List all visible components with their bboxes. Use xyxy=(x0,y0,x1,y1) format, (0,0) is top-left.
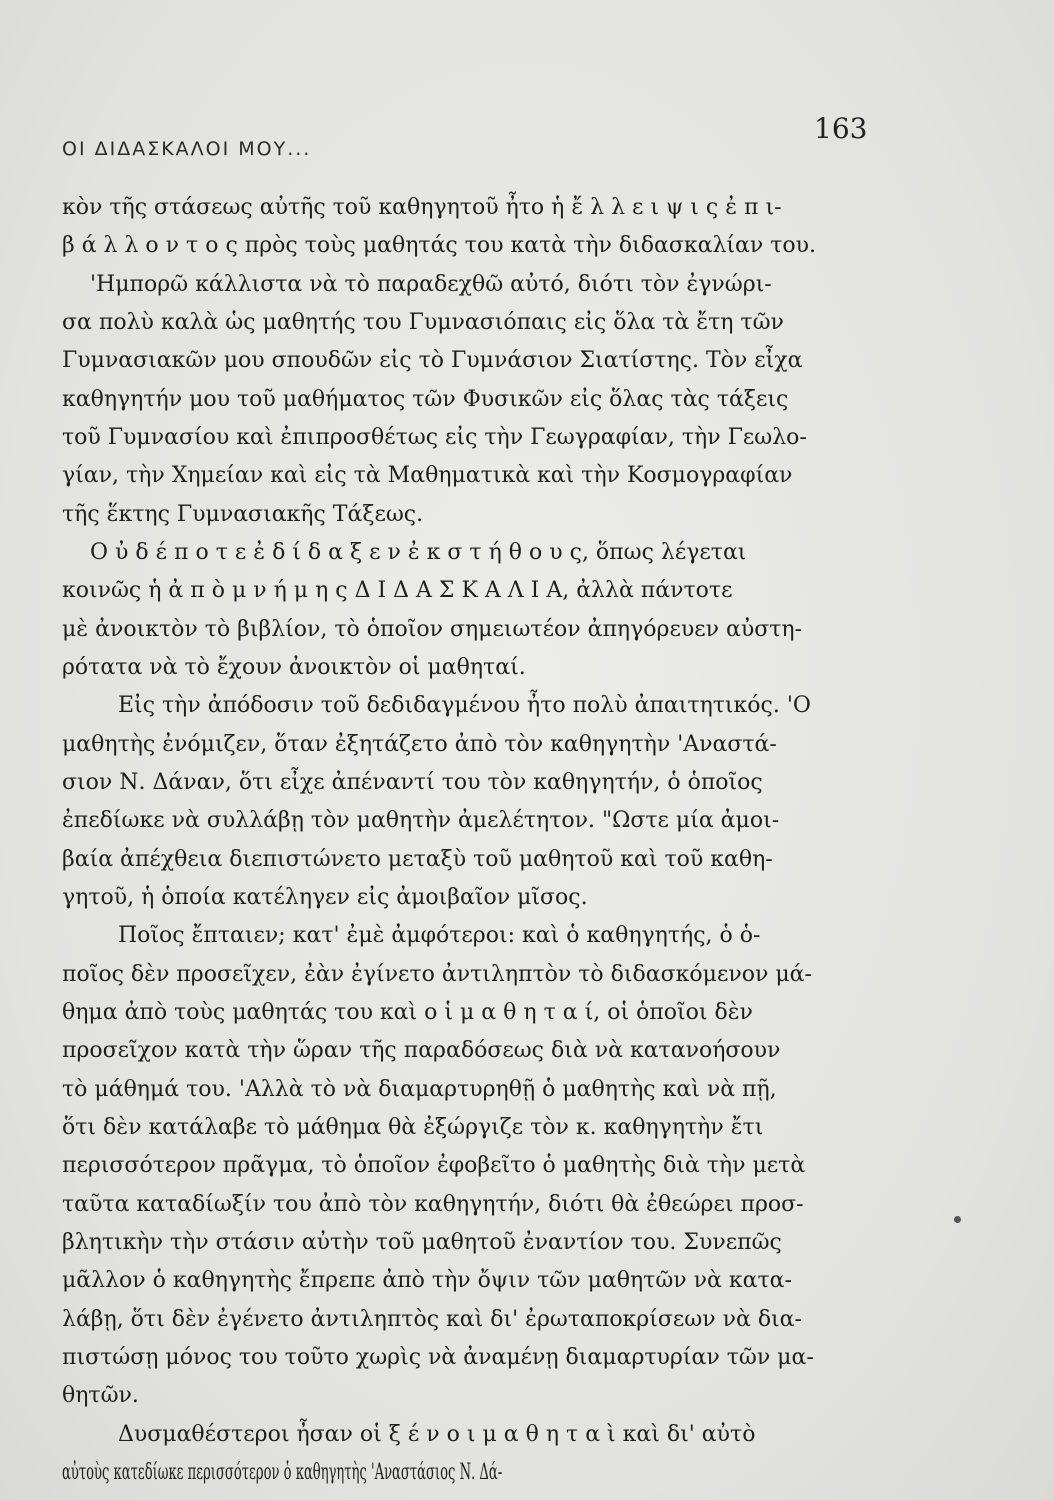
text-line: 'Ημπορῶ κάλλιστα νὰ τὸ παραδεχθῶ αὐτό, διότι τὸν ἐγνώρι- xyxy=(90,272,772,297)
text-line: γητοῦ, ἡ ὁποία κατέληγεν εἰς ἀμοιβαῖον μῖσος. xyxy=(62,885,588,910)
text-line: περισσότερον πρᾶγμα, τὸ ὁποῖον ἐφοβεῖτο ὁ μαθητὴς διὰ τὴν μετὰ xyxy=(62,1153,806,1178)
text-line: Ποῖος ἔπταιεν; κατ' ἐμὲ ἀμφότεροι: καὶ ὁ καθηγητής, ὁ ὁ- xyxy=(118,923,761,948)
text-line: τοῦ Γυμνασίου καὶ ἐπιπροσθέτως εἰς τὴν Γεωγραφίαν, τὴν Γεωλο- xyxy=(62,425,807,450)
text-line: Ο ὐ δ έ π ο τ ε ἐ δ ί δ α ξ ε ν ἐ κ σ τ ή θ ο υ ς, ὅπως λέγεται xyxy=(90,540,747,565)
text-line: πιστώσῃ μόνος του τοῦτο χωρὶς νὰ ἀναμένῃ διαμαρτυρίαν τῶν μα- xyxy=(62,1345,814,1370)
body-text: κὸν τῆς στάσεως αὐτῆς τοῦ καθηγητοῦ ἦτο ἡ ἔ λ λ ε ι ψ ι ς ἐ π ι- β ά λ λ ο ν τ ο ς πρὸς τοὺς μαθητάς του κατὰ τὴν διδασκαλίαν του. 'Ημπορῶ κάλλιστα νὰ τὸ παραδεχθῶ αὐτό, διότι τὸν ἐγνώρι- σα πολὺ καλὰ ὡς μαθητής του Γυμνασιόπαις εἰς ὅλα τὰ ἔτη τῶν Γυμνασιακῶν μου σπουδῶν εἰς τὸ Γυμνάσιον Σιατίστης. Τὸν εἶχα καθηγητήν μου τοῦ μαθήματος τῶν Φυσικῶν εἰς ὅλας τὰς τάξεις τοῦ Γυμνασίου καὶ ἐπιπροσθέτως εἰς τὴν Γεωγραφίαν, τὴν Γεωλο- γίαν, τὴν Χημείαν καὶ εἰς τὰ Μαθηματικὰ καὶ τὴν Κοσμογραφίαν τῆς ἕκτης Γυμνασιακῆς Τάξεως. Ο ὐ δ έ π ο τ ε ἐ δ ί δ α ξ ε ν ἐ κ σ τ ή θ ο υ ς, ὅπως λέγεται κοινῶς ἡ ἀ π ὸ μ ν ή μ η ς Δ Ι Δ Α Σ Κ Α Λ Ι Α, ἀλλὰ πάντοτε μὲ ἀνοικτὸν τὸ βιβλίον, τὸ ὁποῖον σημειωτέον ἀπηγόρευεν αὐστη- ρότατα νὰ τὸ ἔχουν ἀνοικτὸν οἱ μαθηταί. Εἰς τὴν ἀπόδοσιν τοῦ δεδιδαγμένου ἦτο πολὺ ἀπαιτητικός. 'Ο μαθητὴς ἐνόμιζεν, ὅταν ἐξητάζετο ἀπὸ τὸν καθηγητὴν 'Αναστά- σιον Ν. Δάναν, ὅτι εἶχε ἀπέναντί του τὸν καθηγητήν, ὁ ὁποῖος ἐπεδίωκε νὰ συλλάβῃ τὸν μαθητὴν ἀμελέτητον. "Ωστε μία ἀμοι- βαία ἀπέχθεια διεπιστώνετο μεταξὺ τοῦ μαθητοῦ καὶ τοῦ καθη- γητοῦ, ἡ ὁποία κατέληγεν εἰς ἀμοιβαῖον μῖσος. Ποῖος ἔπταιεν; κατ' ἐμὲ ἀμφότεροι: καὶ ὁ καθηγητής, ὁ ὁ- ποῖος δὲν προσεῖχεν, ἐὰν ἐγίνετο ἀντιληπτὸν τὸ διδασκόμενον μά- θημα ἀπὸ τοὺς μαθητάς του καὶ ο ἱ μ α θ η τ α ί, οἱ ὁποῖοι δὲν προσεῖχον κατὰ τὴν ὥραν τῆς παραδόσεως διὰ νὰ κατανοήσουν τὸ μάθημά του. 'Αλλὰ τὸ νὰ διαμαρτυρηθῇ ὁ μαθητὴς καὶ νὰ πῇ, ὅτι δὲν κατάλαβε τὸ μάθημα θὰ ἐξώργιζε τὸν κ. καθηγητὴν ἔτι περισσότερον πρᾶγμα, τὸ ὁποῖον ἐφοβεῖτο ὁ μαθητὴς διὰ τὴν μετὰ ταῦτα καταδίωξίν του ἀπὸ τὸν καθηγητήν, διότι θὰ ἐθεώρει προσ- βλητικὴν τὴν στάσιν αὐτὴν τοῦ μαθητοῦ ἐναντίον του. Συνεπῶς μᾶλλον ὁ καθηγητὴς ἔπρεπε ἀπὸ τὴν ὄψιν τῶν μαθητῶν νὰ κατα- λάβῃ, ὅτι δὲν ἐγένετο ἀντιληπτὸς καὶ δι' ἐρωταποκρίσεων νὰ δια- πιστώσῃ μόνος του τοῦτο χωρὶς νὰ ἀναμένῃ διαμαρτυρίαν τῶν μα- θητῶν. Δυσμαθέστεροι ἦσαν οἱ ξ έ ν ο ι μ α θ η τ α ὶ καὶ δι' αὐτὸ αὐτοὺς κατεδίωκε περισσότερον ὁ καθηγητὴς 'Αναστάσιος Ν. Δά- xyxy=(0,0,1054,1500)
text-line: Εἰς τὴν ἀπόδοσιν τοῦ δεδιδαγμένου ἦτο πολὺ ἀπαιτητικός. 'Ο xyxy=(118,693,811,718)
text-line: ρότατα νὰ τὸ ἔχουν ἀνοικτὸν οἱ μαθηταί. xyxy=(62,655,526,680)
text-line: καθηγητήν μου τοῦ μαθήματος τῶν Φυσικῶν εἰς ὅλας τὰς τάξεις xyxy=(62,387,789,412)
text-line: τῆς ἕκτης Γυμνασιακῆς Τάξεως. xyxy=(62,502,424,527)
text-line: λάβῃ, ὅτι δὲν ἐγένετο ἀντιληπτὸς καὶ δι' ἐρωταποκρίσεων νὰ δια- xyxy=(62,1307,802,1332)
text-line: ταῦτα καταδίωξίν του ἀπὸ τὸν καθηγητήν, διότι θὰ ἐθεώρει προσ- xyxy=(62,1192,804,1217)
text-line: γίαν, τὴν Χημείαν καὶ εἰς τὰ Μαθηματικὰ καὶ τὴν Κοσμογραφίαν xyxy=(62,463,793,488)
text-line: Γυμνασιακῶν μου σπουδῶν εἰς τὸ Γυμνάσιον Σιατίστης. Τὸν εἶχα xyxy=(62,348,803,373)
text-line: μὲ ἀνοικτὸν τὸ βιβλίον, τὸ ὁποῖον σημειωτέον ἀπηγόρευεν αὐστη- xyxy=(62,617,803,642)
text-line: κὸν τῆς στάσεως αὐτῆς τοῦ καθηγητοῦ ἦτο ἡ ἔ λ λ ε ι ψ ι ς ἐ π ι- xyxy=(62,195,782,220)
text-line: μαθητὴς ἐνόμιζεν, ὅταν ἐξητάζετο ἀπὸ τὸν καθηγητὴν 'Αναστά- xyxy=(62,732,777,757)
text-line: σιον Ν. Δάναν, ὅτι εἶχε ἀπέναντί του τὸν καθηγητήν, ὁ ὁποῖος xyxy=(62,770,763,795)
text-line: μᾶλλον ὁ καθηγητὴς ἔπρεπε ἀπὸ τὴν ὄψιν τῶν μαθητῶν νὰ κατα- xyxy=(62,1268,792,1293)
text-line: β ά λ λ ο ν τ ο ς πρὸς τοὺς μαθητάς του κατὰ τὴν διδασκαλίαν του. xyxy=(62,233,817,258)
running-title: ΟΙ ΔΙΔΑΣΚΑΛΟΙ ΜΟΥ... xyxy=(62,138,312,160)
text-line: ἐπεδίωκε νὰ συλλάβῃ τὸν μαθητὴν ἀμελέτητον. "Ωστε μία ἀμοι- xyxy=(62,808,780,833)
page-number: 163 xyxy=(814,112,868,145)
text-line: τὸ μάθημά του. 'Αλλὰ τὸ νὰ διαμαρτυρηθῇ ὁ μαθητὴς καὶ νὰ πῇ, xyxy=(62,1077,777,1102)
text-line: θημα ἀπὸ τοὺς μαθητάς του καὶ ο ἱ μ α θ η τ α ί, οἱ ὁποῖοι δὲν xyxy=(62,1000,753,1025)
text-line: κοινῶς ἡ ἀ π ὸ μ ν ή μ η ς Δ Ι Δ Α Σ Κ Α Λ Ι Α, ἀλλὰ πάντοτε xyxy=(62,578,733,603)
text-line: προσεῖχον κατὰ τὴν ὥραν τῆς παραδόσεως διὰ νὰ κατανοήσουν xyxy=(62,1038,781,1063)
text-line: βαία ἀπέχθεια διεπιστώνετο μεταξὺ τοῦ μαθητοῦ καὶ τοῦ καθη- xyxy=(62,847,773,872)
text-line: σα πολὺ καλὰ ὡς μαθητής του Γυμνασιόπαις εἰς ὅλα τὰ ἔτη τῶν xyxy=(62,310,784,335)
text-line: βλητικὴν τὴν στάσιν αὐτὴν τοῦ μαθητοῦ ἐναντίον του. Συνεπῶς xyxy=(62,1230,782,1255)
text-line: θητῶν. xyxy=(62,1383,139,1408)
text-line: Δυσμαθέστεροι ἦσαν οἱ ξ έ ν ο ι μ α θ η τ α ὶ καὶ δι' αὐτὸ xyxy=(118,1422,756,1447)
text-line: ποῖος δὲν προσεῖχεν, ἐὰν ἐγίνετο ἀντιληπτὸν τὸ διδασκόμενον μά- xyxy=(62,962,812,987)
text-line: ὅτι δὲν κατάλαβε τὸ μάθημα θὰ ἐξώργιζε τὸν κ. καθηγητὴν ἔτι xyxy=(62,1115,764,1140)
speck-mark xyxy=(954,1216,961,1223)
